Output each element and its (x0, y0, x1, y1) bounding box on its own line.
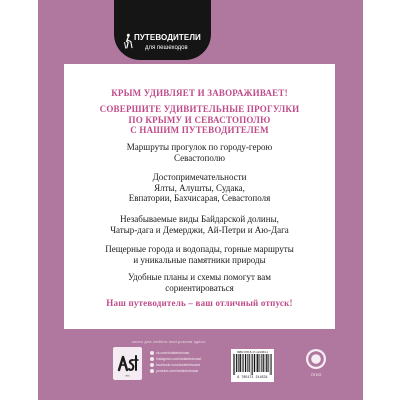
closing-line: Наш путеводитель – ваш отличный отпуск! (106, 298, 293, 308)
publisher-logo (113, 347, 142, 380)
vk-icon (150, 351, 154, 355)
headline-1: КРЫМ УДИВЛЯЕТ И ЗАВОРАЖИВАЕТ! (111, 88, 288, 98)
point-5: Удобные планы и схемы помогут вам сориентироваться (127, 272, 272, 293)
series-subtitle: для пешеходов (145, 45, 188, 51)
bottom-tagline: книги для любого настроения здесь: (132, 339, 207, 344)
point-1: Маршруты прогулок по городу-герою Севастополю (126, 142, 273, 163)
isbn-text: ISBN 978-5-17-121453-1 (236, 350, 269, 354)
social-link-youtube[interactable] (150, 368, 230, 374)
ogiz-ring-icon (305, 348, 327, 370)
imprint-label: ОГИЗ (310, 372, 322, 377)
social-links (150, 350, 230, 374)
point-3: Незабываемые виды Байдарской долины, Чатыр-дага и Демерджи, Ай-Петри и Аю-Дага (110, 214, 289, 235)
barcode-digits: 9 785171 214531 (237, 376, 268, 380)
social-link-text: youtube.com/izdatelstvoast (156, 369, 199, 373)
social-link-text: vk.com/izdatelstvoast (156, 351, 190, 355)
point-2: Достопримечательности Ялты, Алушты, Судака, Евпатории, Бахчисарая, Севастополя (128, 172, 271, 203)
barcode-bars (233, 354, 272, 375)
hiking-icon (122, 33, 134, 49)
isbn-barcode (231, 349, 274, 382)
instagram-icon (150, 357, 154, 361)
social-link-text: facebook.com/izdatelstvoast (156, 363, 200, 367)
publisher-mark-label: ast (125, 373, 130, 378)
series-title: ПУТЕВОДИТЕЛИ (134, 33, 201, 42)
youtube-icon (150, 369, 154, 373)
series-logo-badge (114, 0, 211, 60)
point-4: Пещерные города и водопады, горные маршруты и уникальные памятники природы (105, 244, 294, 265)
social-link-text: instagram.com/izdatelstvoast (156, 357, 202, 361)
headline-2: СОВЕРШИТЕ УДИВИТЕЛЬНЫЕ ПРОГУЛКИ ПО КРЫМУ И СЕВАСТОПОЛЮ С НАШИМ ПУТЕВОДИТЕЛЕМ (99, 104, 300, 135)
facebook-icon (150, 363, 154, 367)
